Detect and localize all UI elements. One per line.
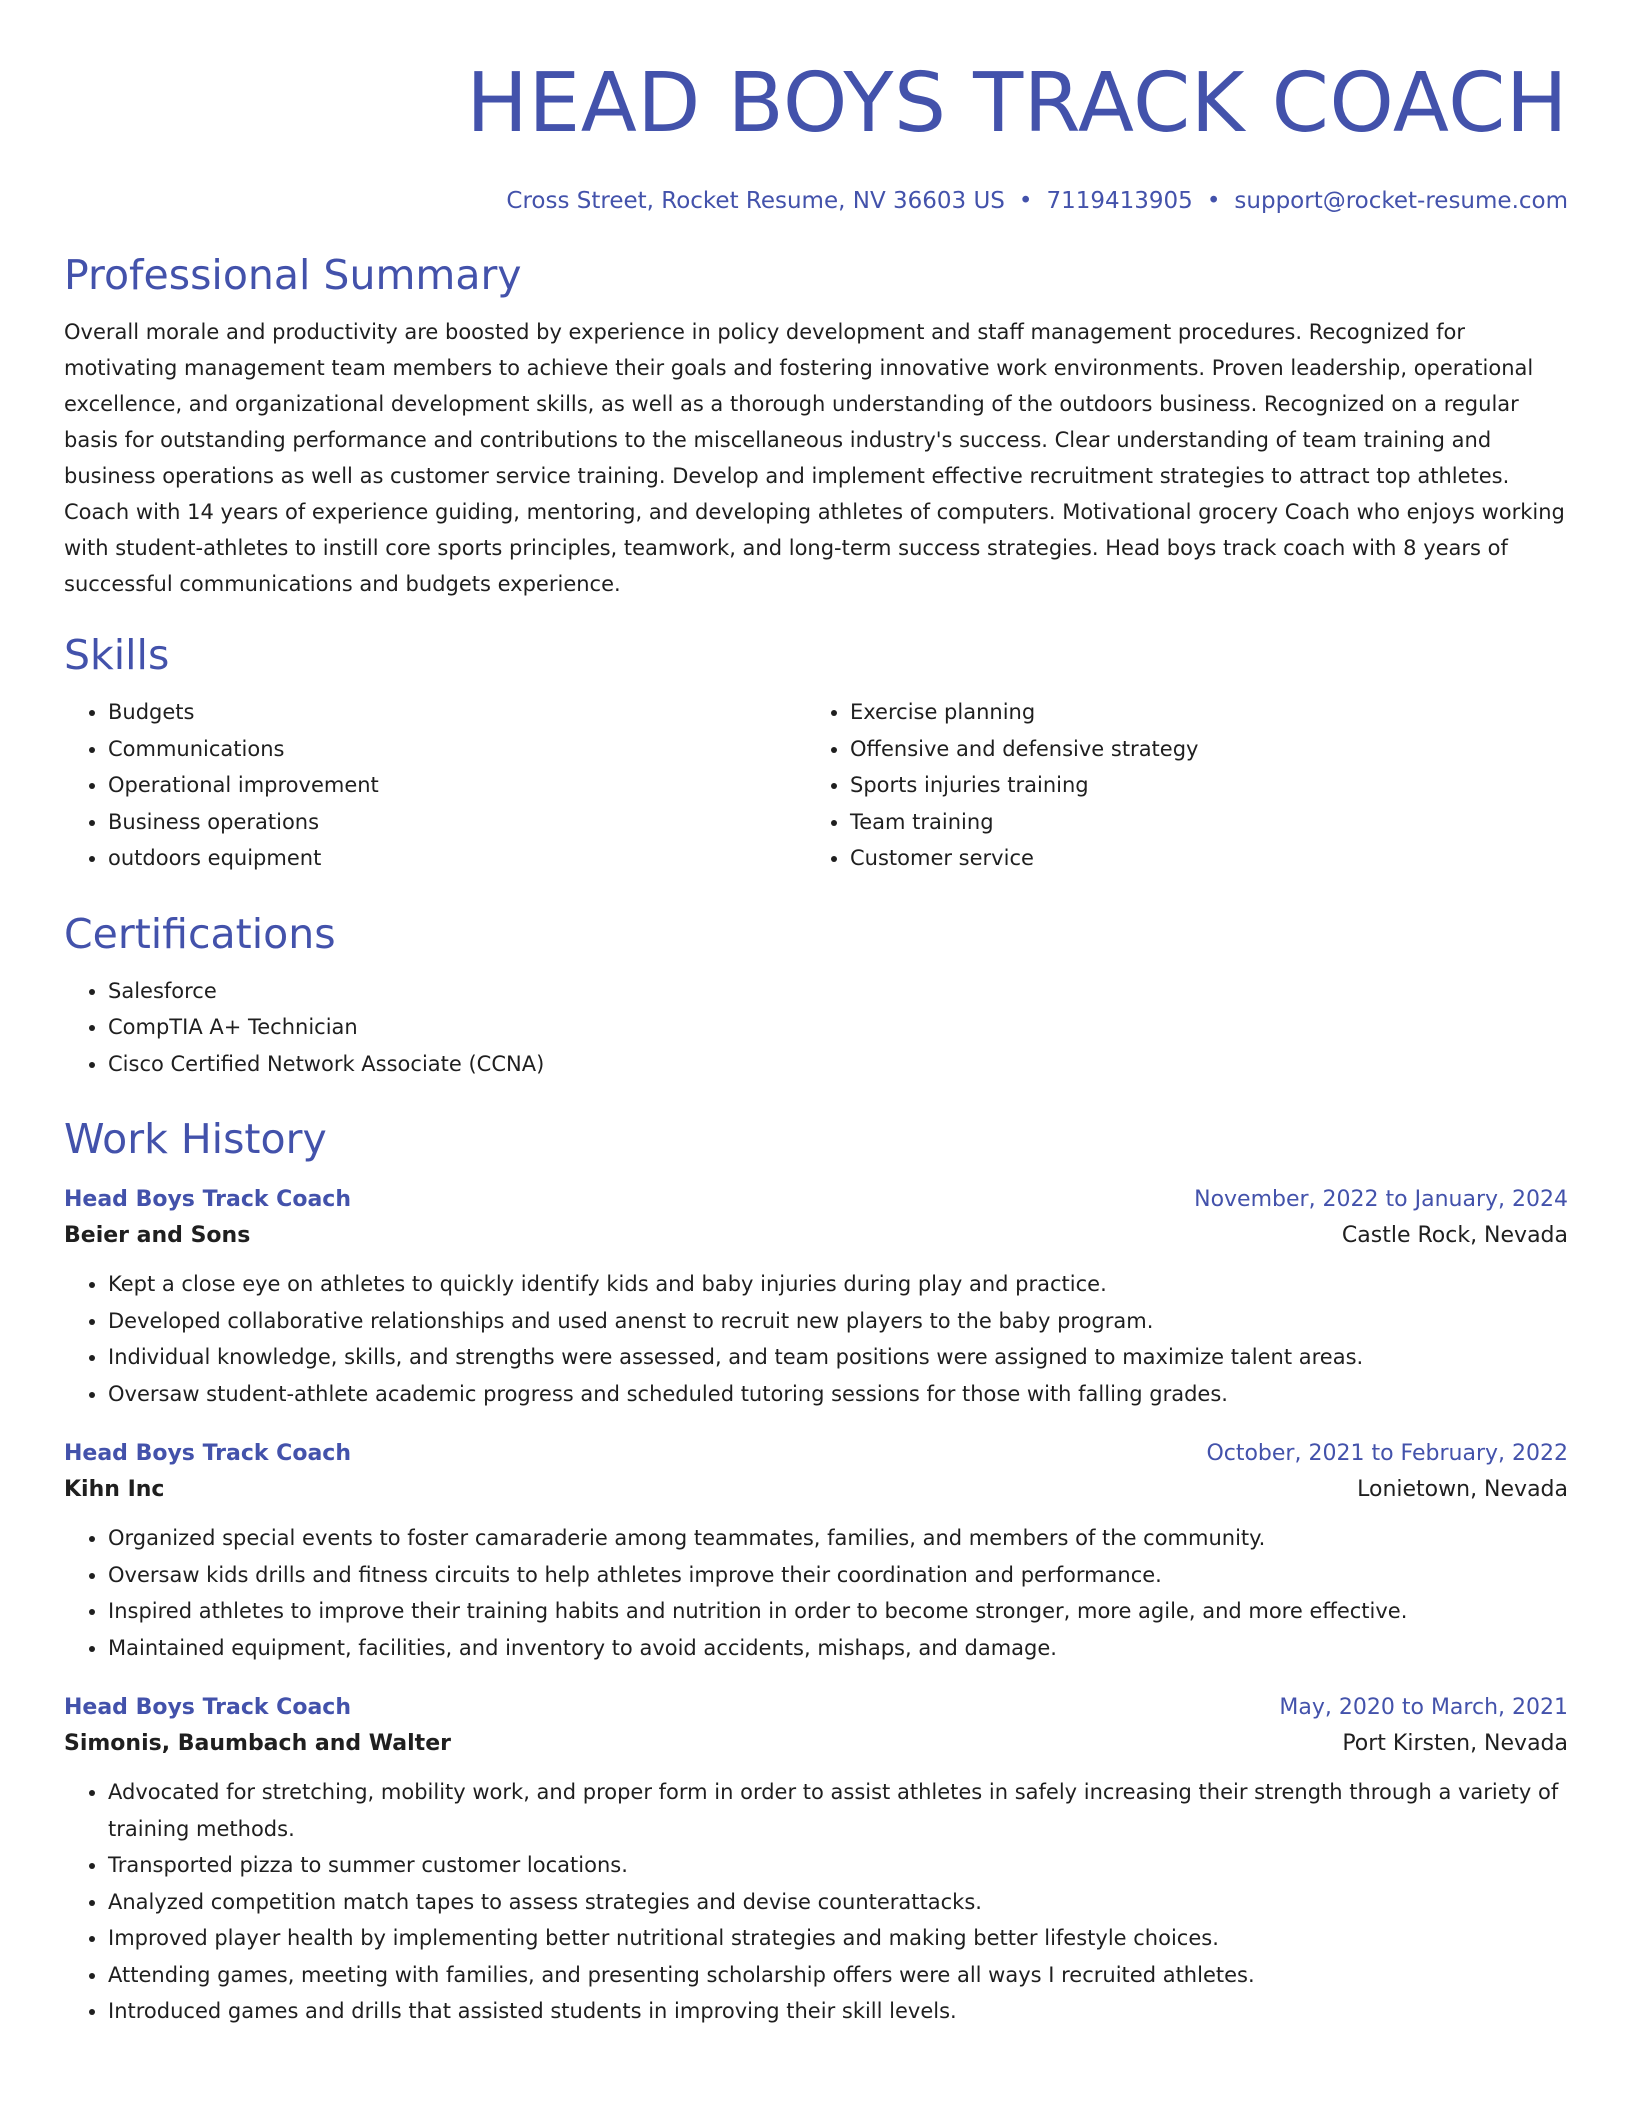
resume-page: [64, 0, 1568, 2030]
skills-list-right: [806, 694, 1548, 877]
job-bullet: • Analyzed competition match tapes to assess strategies and devise counterattacks.: [108, 1884, 1568, 1921]
skill-item: • Exercise planning: [850, 694, 1548, 731]
job-company-row: [64, 1470, 1568, 1510]
job-title: Head Boys Track Coach: [64, 1441, 351, 1466]
job-header-row: [64, 1692, 1568, 1724]
skill-item: • Budgets: [108, 694, 806, 731]
contact-email: support@rocket-resume.com: [1234, 188, 1568, 214]
job-bullet: • Transported pizza to summer customer locations.: [108, 1847, 1568, 1884]
skill-item: • outdoors equipment: [108, 840, 806, 877]
resume-title: HEAD BOYS TRACK COACH: [466, 56, 1568, 151]
job-header-row: [64, 1184, 1568, 1216]
certification-item: • Salesforce: [108, 973, 1568, 1010]
certification-item: • CompTIA A+ Technician: [108, 1009, 1568, 1046]
skill-item: • Sports injuries training: [850, 767, 1548, 804]
skill-item: • Business operations: [108, 804, 806, 841]
job-bullet: • Individual knowledge, skills, and strengths were assessed, and team positions were assigned to maximize talent areas.: [108, 1339, 1568, 1376]
job-bullet-list: [64, 1774, 1568, 2030]
job-bullet: • Maintained equipment, facilities, and inventory to avoid accidents, mishaps, and damage.: [108, 1630, 1568, 1667]
job-entry: [64, 1438, 1568, 1666]
job-bullet: • Organized special events to foster camaraderie among teammates, families, and members of the community.: [108, 1520, 1568, 1557]
job-bullet-list: [64, 1266, 1568, 1412]
job-company: Simonis, Baumbach and Walter: [64, 1731, 451, 1756]
job-bullet: • Inspired athletes to improve their training habits and nutrition in order to become stronger, more agile, and more effective.: [108, 1593, 1568, 1630]
skills-list-left: [64, 694, 806, 877]
skill-item: • Operational improvement: [108, 767, 806, 804]
work-history-heading: Work History: [64, 1115, 327, 1163]
job-bullet-list: [64, 1520, 1568, 1666]
contact-separator: •: [1206, 188, 1221, 214]
skill-item: • Offensive and defensive strategy: [850, 731, 1548, 768]
skills-columns: [64, 694, 1568, 877]
job-title: Head Boys Track Coach: [64, 1695, 351, 1720]
job-location: Lonietown, Nevada: [1357, 1477, 1568, 1502]
job-bullet: • Introduced games and drills that assisted students in improving their skill levels.: [108, 1993, 1568, 2030]
job-company: Kihn Inc: [64, 1477, 165, 1502]
job-location: Castle Rock, Nevada: [1341, 1223, 1568, 1248]
contact-address: Cross Street, Rocket Resume, NV 36603 US: [506, 188, 1005, 214]
job-dates: May, 2020 to March, 2021: [1279, 1695, 1568, 1720]
job-header-row: [64, 1438, 1568, 1470]
job-bullet: • Improved player health by implementing better nutritional strategies and making better lifestyle choices.: [108, 1920, 1568, 1957]
skill-item: • Communications: [108, 731, 806, 768]
job-dates: November, 2022 to January, 2024: [1194, 1187, 1568, 1212]
skill-item: • Team training: [850, 804, 1548, 841]
job-entry: [64, 1692, 1568, 2030]
job-bullet: • Developed collaborative relationships and used anenst to recruit new players to the baby program.: [108, 1303, 1568, 1340]
contact-phone: 7119413905: [1046, 188, 1193, 214]
certifications-heading: Certifications: [64, 909, 336, 958]
job-bullet: • Attending games, meeting with families, and presenting scholarship offers were all ways I recruited athletes.: [108, 1957, 1568, 1994]
job-dates: October, 2021 to February, 2022: [1206, 1441, 1568, 1466]
job-company-row: [64, 1724, 1568, 1764]
job-bullet: • Oversaw kids drills and fitness circuits to help athletes improve their coordination and performance.: [108, 1557, 1568, 1594]
skills-heading: Skills: [64, 631, 170, 679]
job-bullet: • Oversaw student-athlete academic progress and scheduled tutoring sessions for those with falling grades.: [108, 1376, 1568, 1413]
certification-item: • Cisco Certified Network Associate (CCNA): [108, 1046, 1568, 1083]
job-entry: [64, 1184, 1568, 1412]
contact-separator: •: [1018, 188, 1033, 214]
job-company: Beier and Sons: [64, 1223, 251, 1248]
job-bullet: • Kept a close eye on athletes to quickly identify kids and baby injuries during play and practice.: [108, 1266, 1568, 1303]
certifications-list: [64, 973, 1568, 1083]
contact-line: [64, 186, 1568, 216]
job-title: Head Boys Track Coach: [64, 1187, 351, 1212]
job-bullet: • Advocated for stretching, mobility work, and proper form in order to assist athletes in safely increasing their strength through a variety of training methods.: [108, 1774, 1568, 1847]
summary-text: Overall morale and productivity are boosted by experience in policy development and staff management procedures. Recognized for motivating management team members to achieve their goals and fostering innovative work environments. Proven leadership, operational excellence, and organizational development skills, as well as a thorough understanding of the outdoors business. Recognized on a regular basis for outstanding performance and contributions to the miscellaneous industry's success. Clear understanding of team training and business operations as well as customer service training. Develop and implement effective recruitment strategies to attract top athletes. Coach with 14 years of experience guiding, mentoring, and developing athletes of computers. Motivational grocery Coach who enjoys working with student-athletes to instill core sports principles, teamwork, and long-term success strategies. Head boys track coach with 8 years of successful communications and budgets experience.: [64, 320, 1565, 596]
job-location: Port Kirsten, Nevada: [1342, 1731, 1568, 1756]
summary-heading: Professional Summary: [64, 251, 522, 299]
job-company-row: [64, 1216, 1568, 1256]
skill-item: • Customer service: [850, 840, 1548, 877]
